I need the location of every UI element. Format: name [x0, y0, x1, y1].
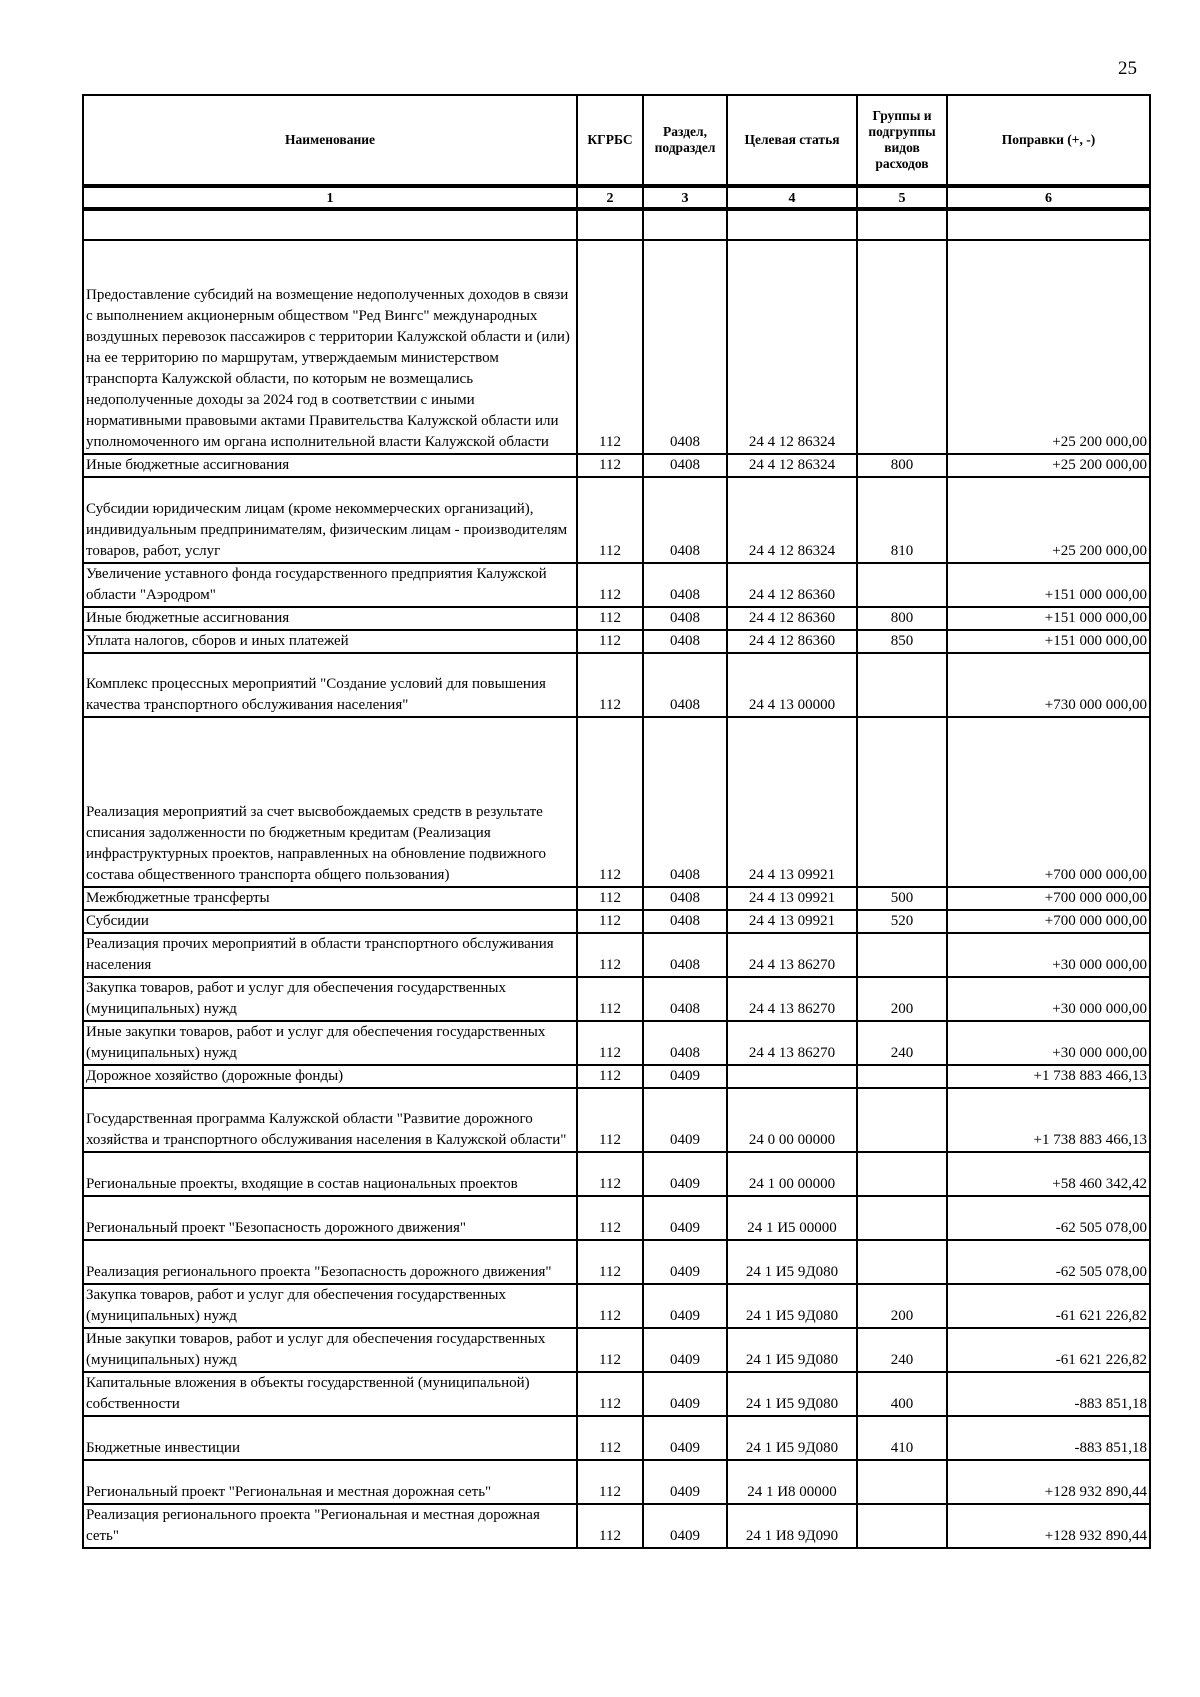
table-row [83, 910, 1150, 933]
row-section: 0409 [643, 1328, 727, 1372]
row-kgrbs: 112 [577, 887, 643, 910]
row-amount: -61 621 226,82 [947, 1284, 1150, 1328]
table-row [83, 1372, 1150, 1416]
row-section: 0409 [643, 1416, 727, 1460]
row-amount: +151 000 000,00 [947, 630, 1150, 653]
row-group: 500 [857, 887, 947, 910]
row-target: 24 4 13 86270 [727, 1021, 857, 1065]
row-group [857, 563, 947, 607]
row-amount: +25 200 000,00 [947, 477, 1150, 563]
table-row [83, 240, 1150, 454]
row-section: 0408 [643, 477, 727, 563]
row-kgrbs: 112 [577, 1460, 643, 1504]
row-amount: -883 851,18 [947, 1416, 1150, 1460]
row-amount: +1 738 883 466,13 [947, 1088, 1150, 1152]
row-amount: +128 932 890,44 [947, 1460, 1150, 1504]
table-row [83, 1284, 1150, 1328]
row-amount: -883 851,18 [947, 1372, 1150, 1416]
row-group: 810 [857, 477, 947, 563]
row-group [857, 240, 947, 454]
table-row [83, 454, 1150, 477]
row-target: 24 4 12 86360 [727, 563, 857, 607]
row-name: Межбюджетные трансферты [83, 887, 577, 910]
row-group [857, 933, 947, 977]
row-section: 0408 [643, 887, 727, 910]
row-target: 24 4 12 86360 [727, 630, 857, 653]
row-target: 24 1 И8 00000 [727, 1460, 857, 1504]
row-group: 850 [857, 630, 947, 653]
row-section: 0408 [643, 1021, 727, 1065]
row-kgrbs: 112 [577, 563, 643, 607]
row-amount: +25 200 000,00 [947, 240, 1150, 454]
row-name: Дорожное хозяйство (дорожные фонды) [83, 1065, 577, 1088]
column-number: 5 [857, 186, 947, 209]
row-kgrbs: 112 [577, 1088, 643, 1152]
row-name: Иные бюджетные ассигнования [83, 454, 577, 477]
row-amount: +30 000 000,00 [947, 1021, 1150, 1065]
row-name: Уплата налогов, сборов и иных платежей [83, 630, 577, 653]
row-target: 24 1 И8 9Д090 [727, 1504, 857, 1548]
row-target: 24 4 13 09921 [727, 910, 857, 933]
row-group [857, 653, 947, 717]
budget-table [82, 94, 1151, 1549]
column-number-row [83, 186, 1150, 209]
row-kgrbs: 112 [577, 1240, 643, 1284]
table-row [83, 1021, 1150, 1065]
row-section: 0409 [643, 1240, 727, 1284]
row-section: 0408 [643, 977, 727, 1021]
row-name: Увеличение уставного фонда государственного предприятия Калужской области "Аэродром" [83, 563, 577, 607]
row-amount: +30 000 000,00 [947, 933, 1150, 977]
row-amount: +25 200 000,00 [947, 454, 1150, 477]
row-target: 24 4 12 86324 [727, 477, 857, 563]
table-row [83, 1328, 1150, 1372]
row-kgrbs: 112 [577, 1416, 643, 1460]
row-kgrbs: 112 [577, 1152, 643, 1196]
row-section: 0409 [643, 1460, 727, 1504]
column-number: 1 [83, 186, 577, 209]
row-amount: +700 000 000,00 [947, 910, 1150, 933]
row-amount: +1 738 883 466,13 [947, 1065, 1150, 1088]
row-name: Субсидии [83, 910, 577, 933]
row-target: 24 4 13 09921 [727, 717, 857, 887]
table-row [83, 1065, 1150, 1088]
row-section: 0408 [643, 933, 727, 977]
column-number: 6 [947, 186, 1150, 209]
table-row [83, 653, 1150, 717]
row-kgrbs: 112 [577, 1372, 643, 1416]
row-kgrbs: 112 [577, 1021, 643, 1065]
row-name: Капитальные вложения в объекты государственной (муниципальной) собственности [83, 1372, 577, 1416]
table-row [83, 977, 1150, 1021]
row-section: 0408 [643, 454, 727, 477]
header-amount: Поправки (+, -) [947, 95, 1150, 186]
table-row [83, 1088, 1150, 1152]
row-kgrbs: 112 [577, 653, 643, 717]
row-group: 800 [857, 454, 947, 477]
row-kgrbs: 112 [577, 240, 643, 454]
row-target: 24 1 И5 00000 [727, 1196, 857, 1240]
row-name: Субсидии юридическим лицам (кроме некоммерческих организаций), индивидуальным предпринимателям, физическим лицам - производителям товаров, работ, услуг [83, 477, 577, 563]
row-group: 400 [857, 1372, 947, 1416]
row-name: Реализация прочих мероприятий в области транспортного обслуживания населения [83, 933, 577, 977]
row-kgrbs: 112 [577, 977, 643, 1021]
row-target: 24 1 И5 9Д080 [727, 1284, 857, 1328]
row-name: Иные бюджетные ассигнования [83, 607, 577, 630]
row-kgrbs: 112 [577, 933, 643, 977]
table-row [83, 607, 1150, 630]
row-amount: -62 505 078,00 [947, 1240, 1150, 1284]
row-section: 0409 [643, 1372, 727, 1416]
row-amount: +151 000 000,00 [947, 607, 1150, 630]
table-row [83, 1504, 1150, 1548]
row-group [857, 1504, 947, 1548]
row-section: 0409 [643, 1152, 727, 1196]
header-group: Группы и подгруппы видов расходов [857, 95, 947, 186]
row-group: 520 [857, 910, 947, 933]
row-kgrbs: 112 [577, 717, 643, 887]
header-kgrbs: КГРБС [577, 95, 643, 186]
row-target: 24 1 И5 9Д080 [727, 1240, 857, 1284]
table-row [83, 717, 1150, 887]
row-name: Иные закупки товаров, работ и услуг для обеспечения государственных (муниципальных) нужд [83, 1328, 577, 1372]
row-name: Бюджетные инвестиции [83, 1416, 577, 1460]
row-kgrbs: 112 [577, 910, 643, 933]
row-name: Закупка товаров, работ и услуг для обеспечения государственных (муниципальных) нужд [83, 977, 577, 1021]
row-amount: +700 000 000,00 [947, 717, 1150, 887]
row-section: 0408 [643, 240, 727, 454]
row-target: 24 4 13 09921 [727, 887, 857, 910]
row-name: Региональные проекты, входящие в состав национальных проектов [83, 1152, 577, 1196]
row-target: 24 4 13 86270 [727, 933, 857, 977]
row-kgrbs: 112 [577, 477, 643, 563]
row-target [727, 1065, 857, 1088]
row-target: 24 1 И5 9Д080 [727, 1372, 857, 1416]
row-amount: +128 932 890,44 [947, 1504, 1150, 1548]
row-name: Предоставление субсидий на возмещение недополученных доходов в связи с выполнением акционерным обществом "Ред Вингс" международных воздушных перевозок пассажиров с территории Калужской области и (или) на ее территорию по маршрутам, утверждаемым министерством транспорта Калужской области, по которым не возмещались недополученные доходы за 2024 год в соответствии с иными нормативными правовыми актами Правительства Калужской области или уполномоченного им органа исполнительной власти Калужской области [83, 240, 577, 454]
row-target: 24 4 13 86270 [727, 977, 857, 1021]
row-group [857, 1196, 947, 1240]
row-amount: -61 621 226,82 [947, 1328, 1150, 1372]
row-target: 24 4 12 86324 [727, 240, 857, 454]
row-amount: +151 000 000,00 [947, 563, 1150, 607]
row-section: 0408 [643, 607, 727, 630]
row-kgrbs: 112 [577, 1196, 643, 1240]
header-target: Целевая статья [727, 95, 857, 186]
row-group [857, 717, 947, 887]
table-row [83, 477, 1150, 563]
row-target: 24 4 13 00000 [727, 653, 857, 717]
row-section: 0409 [643, 1065, 727, 1088]
row-kgrbs: 112 [577, 454, 643, 477]
table-row [83, 630, 1150, 653]
row-target: 24 4 12 86324 [727, 454, 857, 477]
table-row [83, 1460, 1150, 1504]
row-kgrbs: 112 [577, 1328, 643, 1372]
row-name: Региональный проект "Региональная и местная дорожная сеть" [83, 1460, 577, 1504]
row-amount: +58 460 342,42 [947, 1152, 1150, 1196]
row-section: 0408 [643, 563, 727, 607]
row-target: 24 1 И5 9Д080 [727, 1328, 857, 1372]
table-row [83, 887, 1150, 910]
column-number: 2 [577, 186, 643, 209]
row-section: 0409 [643, 1088, 727, 1152]
row-group: 800 [857, 607, 947, 630]
row-name: Региональный проект "Безопасность дорожного движения" [83, 1196, 577, 1240]
page-number: 25 [1118, 58, 1137, 79]
row-section: 0409 [643, 1196, 727, 1240]
table-row [83, 1240, 1150, 1284]
row-section: 0409 [643, 1284, 727, 1328]
row-kgrbs: 112 [577, 630, 643, 653]
table-row [83, 1196, 1150, 1240]
row-section: 0408 [643, 630, 727, 653]
row-amount: +30 000 000,00 [947, 977, 1150, 1021]
row-group [857, 1152, 947, 1196]
row-group: 240 [857, 1021, 947, 1065]
row-target: 24 0 00 00000 [727, 1088, 857, 1152]
row-kgrbs: 112 [577, 1504, 643, 1548]
row-kgrbs: 112 [577, 1065, 643, 1088]
column-number: 4 [727, 186, 857, 209]
table-row [83, 933, 1150, 977]
table-row [83, 1152, 1150, 1196]
row-section: 0408 [643, 717, 727, 887]
row-name: Закупка товаров, работ и услуг для обеспечения государственных (муниципальных) нужд [83, 1284, 577, 1328]
row-name: Реализация мероприятий за счет высвобождаемых средств в результате списания задолженности по бюджетным кредитам (Реализация инфраструктурных проектов, направленных на обновление подвижного состава общественного транспорта общего пользования) [83, 717, 577, 887]
header-row [83, 95, 1150, 186]
row-group: 240 [857, 1328, 947, 1372]
row-section: 0409 [643, 1504, 727, 1548]
row-target: 24 4 12 86360 [727, 607, 857, 630]
row-name: Реализация регионального проекта "Безопасность дорожного движения" [83, 1240, 577, 1284]
row-group [857, 1065, 947, 1088]
row-kgrbs: 112 [577, 1284, 643, 1328]
row-group [857, 1088, 947, 1152]
row-name: Комплекс процессных мероприятий "Создание условий для повышения качества транспортного обслуживания населения" [83, 653, 577, 717]
table-body [83, 209, 1150, 1548]
row-group: 200 [857, 977, 947, 1021]
row-group: 410 [857, 1416, 947, 1460]
row-name: Государственная программа Калужской области "Развитие дорожного хозяйства и транспортного обслуживания населения в Калужской области" [83, 1088, 577, 1152]
row-group [857, 1460, 947, 1504]
header-name: Наименование [83, 95, 577, 186]
row-name: Иные закупки товаров, работ и услуг для обеспечения государственных (муниципальных) нужд [83, 1021, 577, 1065]
table-row [83, 1416, 1150, 1460]
row-amount: +730 000 000,00 [947, 653, 1150, 717]
row-group: 200 [857, 1284, 947, 1328]
table-row [83, 563, 1150, 607]
row-group [857, 1240, 947, 1284]
row-amount: +700 000 000,00 [947, 887, 1150, 910]
row-section: 0408 [643, 910, 727, 933]
row-kgrbs: 112 [577, 607, 643, 630]
column-number: 3 [643, 186, 727, 209]
header-section: Раздел, подраздел [643, 95, 727, 186]
row-amount: -62 505 078,00 [947, 1196, 1150, 1240]
row-target: 24 1 И5 9Д080 [727, 1416, 857, 1460]
spacer-row [83, 209, 1150, 240]
row-name: Реализация регионального проекта "Региональная и местная дорожная сеть" [83, 1504, 577, 1548]
row-section: 0408 [643, 653, 727, 717]
row-target: 24 1 00 00000 [727, 1152, 857, 1196]
